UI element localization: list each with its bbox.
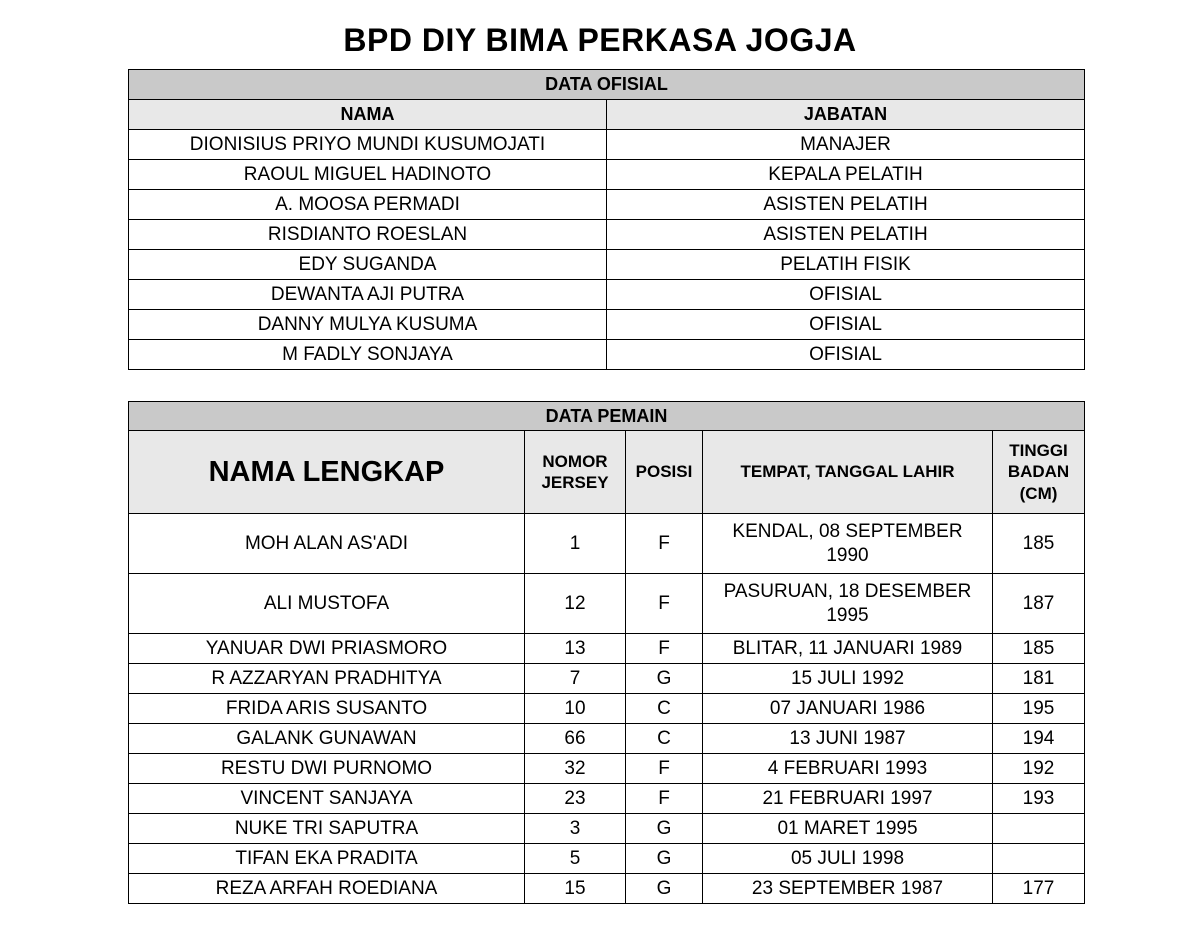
player-height	[993, 844, 1085, 874]
official-role: OFISIAL	[607, 340, 1085, 370]
player-birth: 05 JULI 1998	[703, 844, 993, 874]
player-position: F	[626, 574, 703, 634]
official-name: RISDIANTO ROESLAN	[129, 220, 607, 250]
players-birth-header: TEMPAT, TANGGAL LAHIR	[703, 431, 993, 514]
player-position: G	[626, 874, 703, 904]
table-row	[129, 844, 1085, 874]
player-jersey: 7	[525, 664, 626, 694]
player-birth: 4 FEBRUARI 1993	[703, 754, 993, 784]
player-height: 195	[993, 694, 1085, 724]
official-name: RAOUL MIGUEL HADINOTO	[129, 160, 607, 190]
table-row	[129, 784, 1085, 814]
table-row	[129, 814, 1085, 844]
player-jersey: 5	[525, 844, 626, 874]
player-jersey: 32	[525, 754, 626, 784]
players-section-title: DATA PEMAIN	[129, 402, 1085, 431]
player-jersey: 12	[525, 574, 626, 634]
player-height: 181	[993, 664, 1085, 694]
table-row	[129, 664, 1085, 694]
player-jersey: 66	[525, 724, 626, 754]
players-height-header: TINGGI BADAN (CM)	[993, 431, 1085, 514]
player-birth: 23 SEPTEMBER 1987	[703, 874, 993, 904]
table-row	[129, 514, 1085, 574]
official-name: EDY SUGANDA	[129, 250, 607, 280]
player-name: ALI MUSTOFA	[129, 574, 525, 634]
player-name: R AZZARYAN PRADHITYA	[129, 664, 525, 694]
table-row	[129, 724, 1085, 754]
table-row	[129, 220, 1085, 250]
player-jersey: 23	[525, 784, 626, 814]
table-row	[129, 160, 1085, 190]
player-height: 187	[993, 574, 1085, 634]
player-position: G	[626, 664, 703, 694]
official-role: OFISIAL	[607, 280, 1085, 310]
player-birth: PASURUAN, 18 DESEMBER 1995	[703, 574, 993, 634]
officials-name-header: NAMA	[129, 100, 607, 130]
table-row	[129, 754, 1085, 784]
player-height: 193	[993, 784, 1085, 814]
table-row	[129, 874, 1085, 904]
player-jersey: 10	[525, 694, 626, 724]
player-jersey: 1	[525, 514, 626, 574]
table-row	[129, 694, 1085, 724]
official-name: DANNY MULYA KUSUMA	[129, 310, 607, 340]
official-role: PELATIH FISIK	[607, 250, 1085, 280]
player-position: G	[626, 814, 703, 844]
player-position: C	[626, 724, 703, 754]
official-role: ASISTEN PELATIH	[607, 190, 1085, 220]
player-position: F	[626, 784, 703, 814]
player-position: C	[626, 694, 703, 724]
table-row	[129, 574, 1085, 634]
player-jersey: 3	[525, 814, 626, 844]
official-name: DIONISIUS PRIYO MUNDI KUSUMOJATI	[129, 130, 607, 160]
player-name: FRIDA ARIS SUSANTO	[129, 694, 525, 724]
player-jersey: 13	[525, 634, 626, 664]
player-birth: 07 JANUARI 1986	[703, 694, 993, 724]
players-position-header: POSISI	[626, 431, 703, 514]
table-row	[129, 250, 1085, 280]
player-position: F	[626, 514, 703, 574]
players-name-header: NAMA LENGKAP	[129, 431, 525, 514]
official-role: MANAJER	[607, 130, 1085, 160]
official-role: ASISTEN PELATIH	[607, 220, 1085, 250]
player-name: REZA ARFAH ROEDIANA	[129, 874, 525, 904]
official-name: M FADLY SONJAYA	[129, 340, 607, 370]
player-position: F	[626, 754, 703, 784]
player-birth: 01 MARET 1995	[703, 814, 993, 844]
table-row	[129, 634, 1085, 664]
officials-role-header: JABATAN	[607, 100, 1085, 130]
player-birth: BLITAR, 11 JANUARI 1989	[703, 634, 993, 664]
player-position: F	[626, 634, 703, 664]
player-height: 177	[993, 874, 1085, 904]
table-row	[129, 280, 1085, 310]
official-role: OFISIAL	[607, 310, 1085, 340]
player-birth: 15 JULI 1992	[703, 664, 993, 694]
player-name: RESTU DWI PURNOMO	[129, 754, 525, 784]
player-name: NUKE TRI SAPUTRA	[129, 814, 525, 844]
officials-section-title: DATA OFISIAL	[129, 70, 1085, 100]
page-title: BPD DIY BIMA PERKASA JOGJA	[343, 22, 857, 58]
player-birth: 21 FEBRUARI 1997	[703, 784, 993, 814]
players-jersey-header: NOMOR JERSEY	[525, 431, 626, 514]
player-position: G	[626, 844, 703, 874]
players-table	[128, 401, 1085, 904]
player-name: GALANK GUNAWAN	[129, 724, 525, 754]
player-height: 185	[993, 514, 1085, 574]
officials-table	[128, 69, 1085, 370]
player-name: YANUAR DWI PRIASMORO	[129, 634, 525, 664]
table-row	[129, 190, 1085, 220]
player-birth: 13 JUNI 1987	[703, 724, 993, 754]
player-name: TIFAN EKA PRADITA	[129, 844, 525, 874]
player-name: MOH ALAN AS'ADI	[129, 514, 525, 574]
player-jersey: 15	[525, 874, 626, 904]
official-role: KEPALA PELATIH	[607, 160, 1085, 190]
official-name: A. MOOSA PERMADI	[129, 190, 607, 220]
official-name: DEWANTA AJI PUTRA	[129, 280, 607, 310]
player-birth: KENDAL, 08 SEPTEMBER 1990	[703, 514, 993, 574]
table-row	[129, 130, 1085, 160]
player-name: VINCENT SANJAYA	[129, 784, 525, 814]
table-row	[129, 310, 1085, 340]
player-height: 185	[993, 634, 1085, 664]
player-height: 192	[993, 754, 1085, 784]
table-row	[129, 340, 1085, 370]
player-height	[993, 814, 1085, 844]
player-height: 194	[993, 724, 1085, 754]
